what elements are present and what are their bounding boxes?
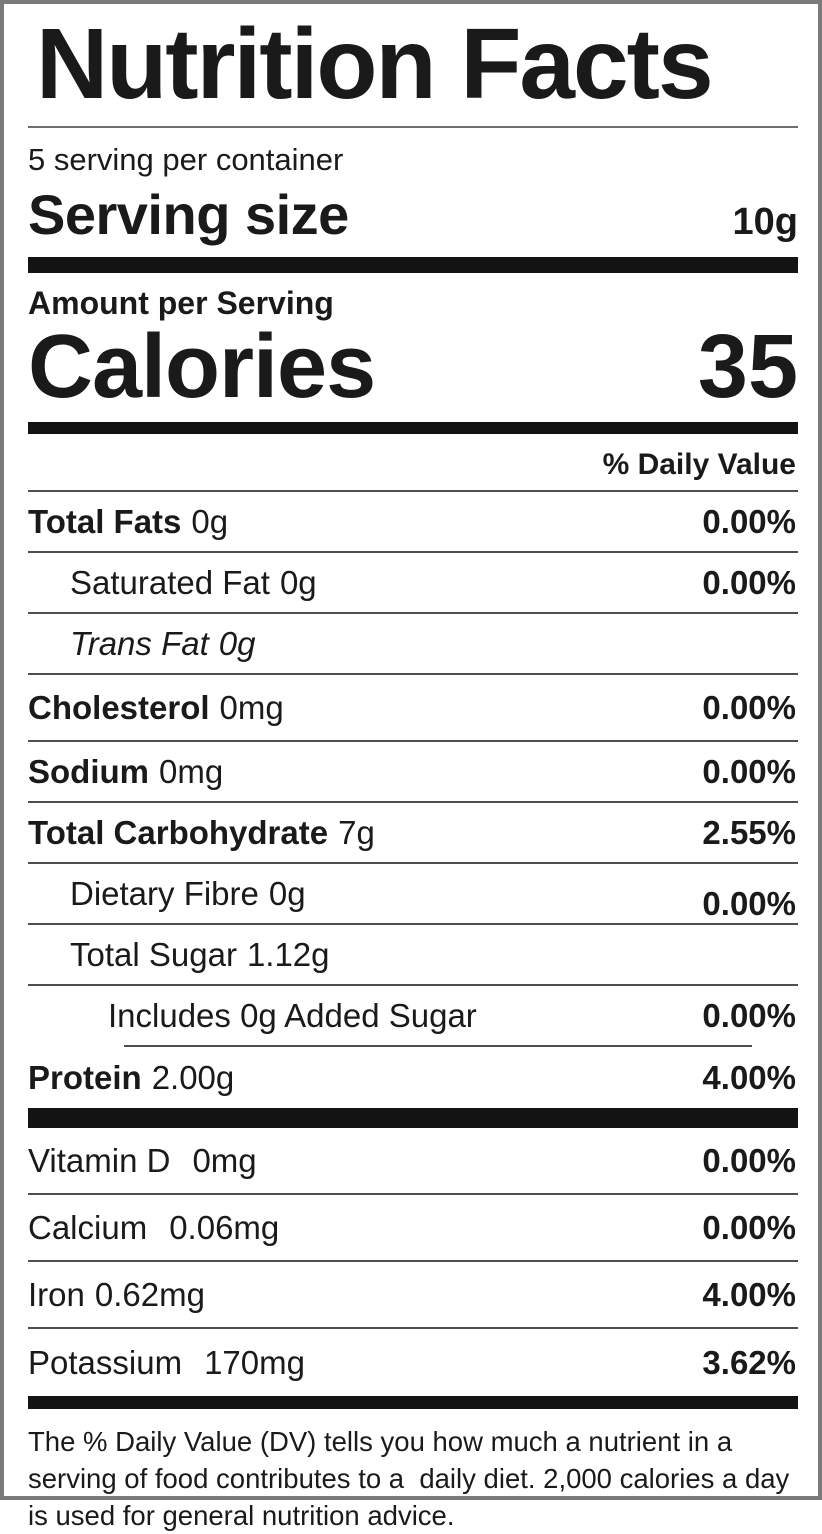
nutrient-name-group <box>28 625 255 663</box>
nutrient-label: Includes 0g Added Sugar <box>108 996 477 1034</box>
nutrient-name-group <box>28 689 284 727</box>
nutrient-row-dietary-fibre <box>28 864 798 925</box>
nutrient-amount: 1.12g <box>246 935 330 973</box>
thick-bar-divider <box>28 1396 798 1409</box>
label-title: Nutrition Facts <box>36 8 712 120</box>
nutrient-amount: 7g <box>338 813 375 851</box>
nutrient-amount: 0g <box>268 874 306 912</box>
nutrient-row-calcium <box>28 1195 798 1262</box>
nutrient-name-group <box>28 814 375 852</box>
nutrient-name-group <box>28 1344 305 1382</box>
nutrient-label: Sodium <box>28 752 149 790</box>
nutrient-amount: 0.62mg <box>94 1275 205 1313</box>
daily-value-footnote <box>28 1409 798 1534</box>
footnote-line: serving of food contributes to a daily diet. 2,000 calories a day <box>28 1463 790 1494</box>
nutrient-amount: 0g <box>218 624 256 662</box>
nutrient-daily-value: 4.00% <box>702 1275 796 1313</box>
nutrient-daily-value: 0.00% <box>702 752 796 790</box>
nutrient-row-total-carbohydrate <box>28 803 798 864</box>
nutrient-label: Total Sugar <box>70 935 237 973</box>
nutrient-daily-value: 4.00% <box>702 1058 796 1096</box>
nutrient-row-sodium <box>28 742 798 803</box>
nutrient-daily-value: 0.00% <box>702 502 796 540</box>
nutrient-amount: 0mg <box>219 688 284 726</box>
calories-row <box>28 317 798 417</box>
amount-per-serving-label: Amount per Serving <box>28 285 334 321</box>
medium-bar-divider <box>28 422 798 434</box>
nutrient-label: Total Carbohydrate <box>28 813 329 851</box>
nutrient-name-group <box>28 1276 205 1314</box>
serving-size-label: Serving size <box>28 183 349 246</box>
servings-per-container: 5 serving per container <box>28 142 344 177</box>
nutrient-row-trans-fat <box>28 614 798 675</box>
nutrient-daily-value: 0.00% <box>702 996 796 1034</box>
nutrient-amount: 170mg <box>204 1343 305 1381</box>
title-divider <box>28 126 798 128</box>
nutrient-daily-value: 3.62% <box>702 1343 796 1381</box>
nutrient-label: Protein <box>28 1058 142 1096</box>
nutrient-daily-value: 0.00% <box>702 1208 796 1246</box>
nutrient-row-cholesterol <box>28 675 798 742</box>
nutrient-name-group <box>28 1209 279 1247</box>
nutrient-amount: 2.00g <box>151 1058 235 1096</box>
nutrient-row-vitamin-d <box>28 1128 798 1195</box>
daily-value-header: % Daily Value <box>28 434 798 492</box>
nutrient-amount: 0.06mg <box>169 1208 280 1246</box>
thick-bar-divider <box>28 257 798 273</box>
nutrient-label: Cholesterol <box>28 688 210 726</box>
nutrient-row-protein <box>28 1047 798 1108</box>
nutrient-label: Calcium <box>28 1208 148 1246</box>
serving-size-value: 10g <box>732 201 798 243</box>
nutrient-label: Saturated Fat <box>70 563 270 601</box>
footnote-line: is used for general nutrition advice. <box>28 1500 455 1531</box>
serving-size-row <box>28 182 798 247</box>
nutrient-name-group <box>28 1059 234 1097</box>
nutrient-row-potassium <box>28 1329 798 1396</box>
nutrient-name-group <box>28 875 306 913</box>
nutrient-name-group <box>28 503 228 541</box>
thick-bar-divider <box>28 1108 798 1128</box>
nutrient-amount: 0mg <box>192 1141 257 1179</box>
nutrient-label: Dietary Fibre <box>70 874 259 912</box>
footnote-line: The % Daily Value (DV) tells you how much a nutrient in a <box>28 1426 733 1457</box>
nutrient-label: Vitamin D <box>28 1141 171 1179</box>
nutrient-label: Trans Fat <box>70 624 209 662</box>
nutrient-name-group <box>28 564 317 602</box>
nutrient-name-group <box>28 936 330 974</box>
nutrient-amount: 0g <box>279 563 317 601</box>
nutrient-name-group <box>28 1142 257 1180</box>
nutrient-daily-value: 0.00% <box>702 1141 796 1179</box>
nutrient-row-total-sugar <box>28 925 798 986</box>
calories-label: Calories <box>28 317 376 417</box>
nutrient-daily-value: 0.00% <box>702 563 796 601</box>
nutrient-label: Potassium <box>28 1343 183 1381</box>
calories-value: 35 <box>697 317 798 417</box>
nutrient-daily-value: 0.00% <box>702 885 796 922</box>
nutrient-name-group <box>28 997 477 1035</box>
nutrient-name-group <box>28 753 223 791</box>
nutrient-row-saturated-fat <box>28 553 798 614</box>
nutrient-row-iron <box>28 1262 798 1329</box>
nutrient-daily-value: 0.00% <box>702 688 796 726</box>
nutrient-row-added-sugar <box>28 986 798 1045</box>
nutrient-amount: 0mg <box>159 752 224 790</box>
nutrient-row-total-fats <box>28 492 798 553</box>
nutrient-amount: 0g <box>191 502 229 540</box>
nutrient-label: Total Fats <box>28 502 182 540</box>
nutrient-daily-value: 2.55% <box>702 813 796 851</box>
nutrient-label: Iron <box>28 1275 85 1313</box>
